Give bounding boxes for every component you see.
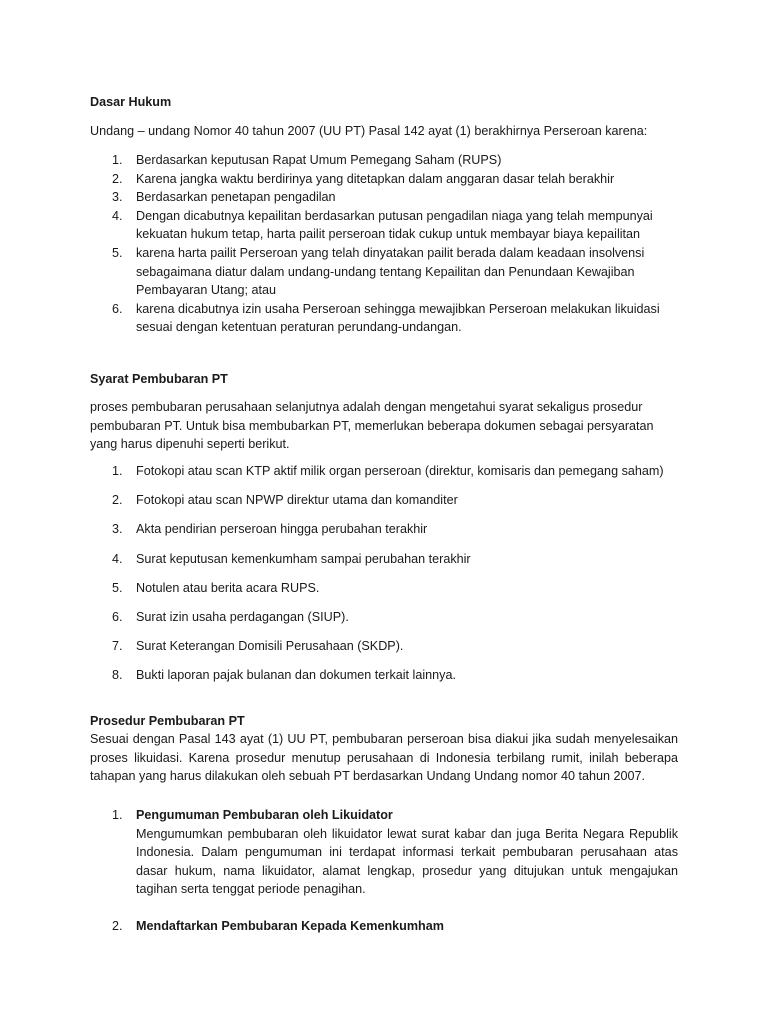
prosedur-intro: Sesuai dengan Pasal 143 ayat (1) UU PT, pembubaran perseroan bisa diakui jika sudah menyelesaikan proses likuidasi. Karena prosedur menutup perusahaan di Indonesia terbilang rumit, inilah beberapa tahapan yang harus dilakukan oleh sebuah PT berdasarkan Undang Undang nomor 40 tahun 2007.	[90, 732, 678, 784]
list-item	[90, 666, 678, 695]
list-number: 2.	[112, 171, 123, 186]
step-title: Pengumuman Pembubaran oleh Likuidator	[136, 808, 393, 822]
list-number: 1.	[112, 464, 123, 478]
list-number: 1.	[112, 153, 123, 167]
prosedur-steps	[90, 806, 678, 936]
step-body: Mengumumkan pembubaran oleh likuidator lewat surat kabar dan juga Berita Negara Republik Indonesia. Dalam pengumuman ini terdapat informasi terkait pembubaran perusahaan atas dasar hukum, nama likuidator, alamat lengkap, prosedur yang ditujukan untuk mengajukan tagihan serta tenggat periode penagihan.	[136, 826, 678, 897]
list-item-text: karena dicabutnya izin usaha Perseroan sehingga mewajibkan Perseroan melakukan likuidasi sesuai dengan ketentuan peraturan perundang-undangan.	[136, 301, 660, 335]
list-number: 3.	[112, 522, 123, 537]
list-item	[90, 550, 678, 579]
list-item	[90, 462, 678, 491]
list-item	[90, 491, 678, 520]
step-item	[90, 917, 678, 936]
list-number: 5.	[112, 245, 123, 260]
list-item-text: Bukti laporan pajak bulanan dan dokumen terkait lainnya.	[136, 668, 456, 683]
list-number: 6.	[112, 301, 123, 316]
dasar-hukum-list	[90, 151, 678, 337]
list-item-text: Dengan dicabutnya kepailitan berdasarkan putusan pengadilan niaga yang telah mempunyai kekuatan hukum tetap, harta pailit perseroan tidak cukup untuk membayar biaya kepailitan	[136, 208, 653, 242]
list-number: 5.	[112, 580, 123, 595]
step-number: 2.	[112, 918, 123, 933]
list-item-text: Karena jangka waktu berdirinya yang ditetapkan dalam anggaran dasar telah berakhir	[136, 171, 615, 186]
list-item	[90, 608, 678, 637]
step-item	[90, 806, 678, 899]
list-item-text: Notulen atau berita acara RUPS.	[136, 580, 320, 595]
list-number: 2.	[112, 493, 123, 508]
list-item-text: Berdasarkan keputusan Rapat Umum Pemegang Saham (RUPS)	[136, 153, 502, 167]
list-item	[90, 520, 678, 549]
syarat-intro: proses pembubaran perusahaan selanjutnya adalah dengan mengetahui syarat sekaligus prosedur pembubaran PT. Untuk bisa membubarkan PT, memerlukan beberapa dokumen sebagai persyaratan yang harus dipenuhi seperti berikut.	[90, 400, 654, 452]
step-title: Mendaftarkan Pembubaran Kepada Kemenkumham	[136, 918, 444, 933]
section-heading-dasar-hukum: Dasar Hukum	[90, 95, 172, 109]
list-item	[90, 579, 678, 608]
list-item	[90, 244, 678, 300]
list-item-text: Surat keputusan kemenkumham sampai perubahan terakhir	[136, 551, 471, 566]
list-number: 4.	[112, 551, 123, 566]
section-heading-syarat: Syarat Pembubaran PT	[90, 372, 228, 386]
list-number: 8.	[112, 668, 123, 683]
list-number: 4.	[112, 208, 123, 223]
list-item-text: Fotokopi atau scan KTP aktif milik organ perseroan (direktur, komisaris dan pemegang saham)	[136, 464, 664, 478]
syarat-list	[90, 462, 678, 696]
section-heading-prosedur: Prosedur Pembubaran PT	[90, 714, 245, 728]
list-number: 6.	[112, 609, 123, 624]
list-item-text: karena harta pailit Perseroan yang telah dinyatakan pailit berada dalam keadaan insolvensi sebagaimana diatur dalam undang-undang tentang Kepailitan dan Penundaan Kewajiban Pembayaran Utang; atau	[136, 245, 645, 298]
list-item-text: Akta pendirian perseroan hingga perubahan terakhir	[136, 522, 428, 537]
list-item	[90, 188, 678, 207]
step-number: 1.	[112, 808, 123, 822]
list-item-text: Surat Keterangan Domisili Perusahaan (SKDP).	[136, 639, 404, 654]
list-item	[90, 637, 678, 666]
dasar-hukum-intro: Undang – undang Nomor 40 tahun 2007 (UU PT) Pasal 142 ayat (1) berakhirnya Perseroan karena:	[90, 124, 648, 138]
list-item	[90, 151, 678, 170]
list-item-text: Surat izin usaha perdagangan (SIUP).	[136, 609, 349, 624]
list-number: 7.	[112, 639, 123, 654]
list-item-text: Berdasarkan penetapan pengadilan	[136, 190, 336, 205]
list-item-text: Fotokopi atau scan NPWP direktur utama dan komanditer	[136, 493, 458, 508]
list-number: 3.	[112, 190, 123, 205]
list-item	[90, 300, 678, 337]
list-item	[90, 207, 678, 244]
list-item	[90, 170, 678, 189]
